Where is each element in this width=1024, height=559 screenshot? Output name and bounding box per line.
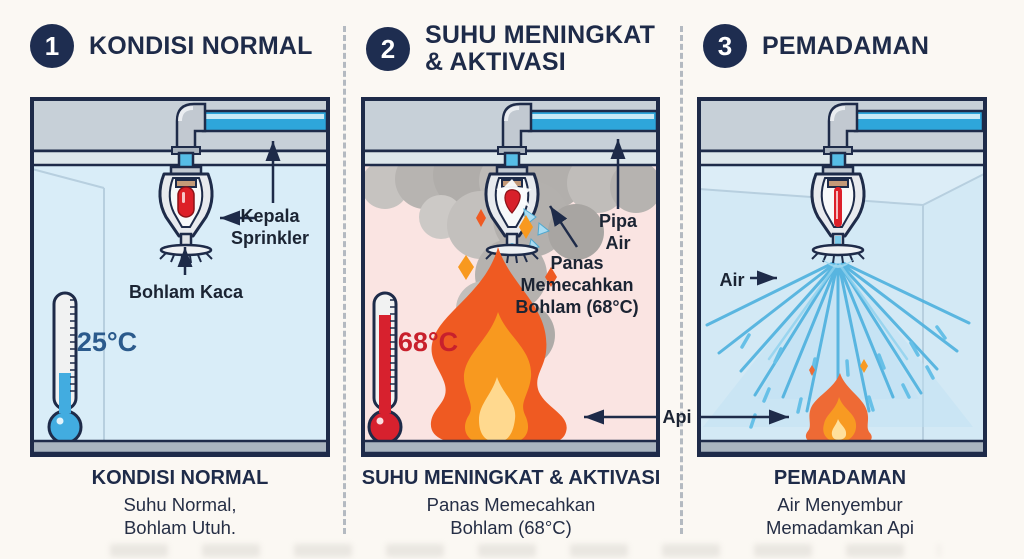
step1-number-badge: 1 [30,24,74,68]
step2-caption [346,466,676,539]
label-water-pipe-line2: Air [605,233,631,253]
floor [32,441,328,453]
temperature-activation: 68°C [397,327,459,357]
step2-number-badge: 2 [366,27,410,71]
step1-header [30,24,313,68]
panel-divider-1 [343,26,346,534]
step1-title: KONDISI NORMAL [89,31,313,60]
label-heat-line2: Memecahkan [520,275,634,295]
thermometer-hot [369,293,401,443]
step2-caption-line1: Panas Memecahkan [426,494,596,515]
step1-caption-line1: Suhu Normal, [123,494,237,515]
label-water-pipe [586,210,650,254]
label-sprinkler-head-line2: Sprinkler [230,228,310,248]
label-fire: Api [662,407,692,427]
floor [363,441,658,453]
step3-title: PEMADAMAN [762,31,930,60]
label-water-spray: Air [719,270,745,290]
label-glass-bulb: Bohlam Kaca [128,282,244,302]
floor [699,441,985,453]
step3-caption-line1: Air Menyembur [777,494,903,515]
step3-caption-line2: Memadamkan Api [765,517,915,538]
sprinkler-head-active [812,167,864,268]
label-water-pipe-line1: Pipa [598,211,637,231]
step2-caption-title: SUHU MENINGKAT & AKTIVASI [361,467,661,489]
label-heat-line3: Bohlam (68°C) [515,297,639,317]
label-heat-breaks-bulb [497,252,657,318]
label-heat-line1: Panas [550,253,604,273]
step3-caption-title: PEMADAMAN [773,467,907,489]
panel-divider-2 [680,26,683,534]
step2-title: SUHU MENINGKAT & AKTIVASI [425,21,656,76]
glass-bulb [178,187,194,217]
step2-header [366,22,665,76]
step3-caption [687,466,993,539]
cropped-ghost-text-strip [110,544,940,557]
label-sprinkler-head-line1: Kepala [240,206,300,226]
step1-caption-line2: Bohlam Utuh. [123,517,237,538]
thermometer-cool [49,293,81,443]
step3-number-badge: 3 [703,24,747,68]
step1-caption [30,466,330,539]
diagram-normal-condition [30,97,330,457]
step2-caption-line2: Bohlam (68°C) [450,517,572,538]
step1-caption-title: KONDISI NORMAL [91,467,269,489]
temperature-normal: 25°C [76,327,138,357]
step3-header [703,24,929,68]
label-sprinkler-head [225,205,315,249]
